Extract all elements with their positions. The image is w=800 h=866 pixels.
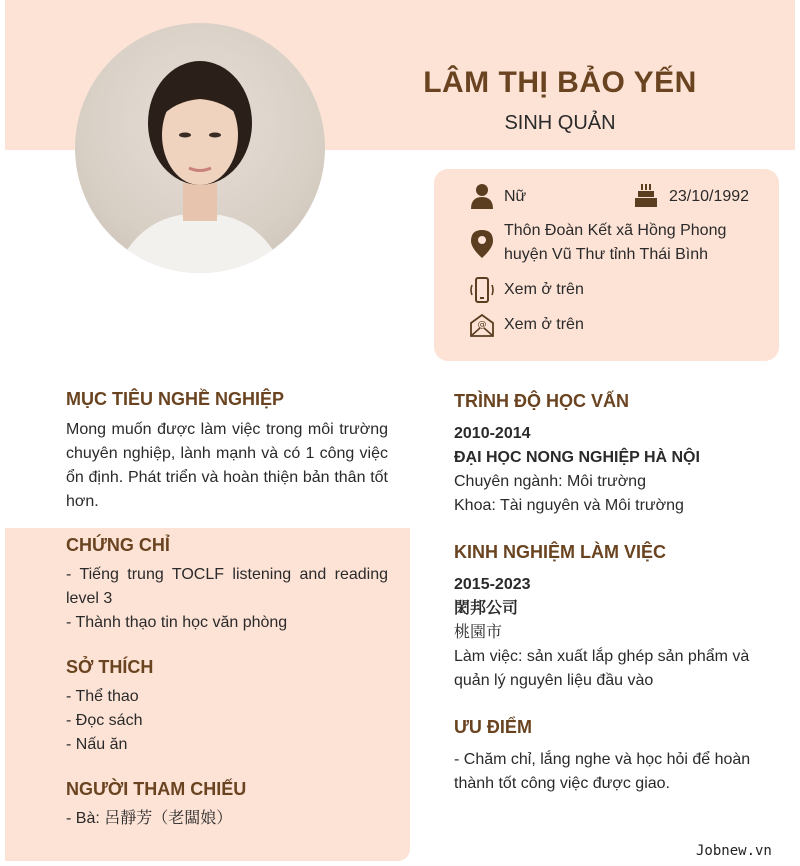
candidate-name: LÂM THỊ BẢO YẾN xyxy=(423,66,697,99)
objective-text: Mong muốn được làm việc trong môi trường chuyên nghiệp, lành mạnh và có 1 công việc ổn định. Phát triển và hoàn thiện bản thân tốt hơn. xyxy=(66,421,388,510)
certificate-item: - Tiếng trung TOCLF listening and reading level 3 xyxy=(66,566,388,607)
hobby-item: - Nấu ăn xyxy=(66,736,128,753)
email-value: Xem ở trên xyxy=(504,316,584,333)
email-icon xyxy=(469,312,495,343)
certificate-item: - Thành thạo tin học văn phòng xyxy=(66,614,288,631)
education-period: 2010-2014 xyxy=(454,425,531,442)
phone-value: Xem ở trên xyxy=(504,281,584,298)
hobby-item: - Thể thao xyxy=(66,688,139,705)
experience-title: KINH NGHIỆM LÀM VIỆC xyxy=(454,542,667,562)
candidate-position: SINH QUẢN xyxy=(504,112,616,134)
hobby-item: - Đọc sách xyxy=(66,712,143,729)
experience-company: 閎邦公司 xyxy=(454,600,519,617)
birthday-cake-icon xyxy=(634,184,658,213)
location-pin-icon xyxy=(471,230,493,263)
education-title: TRÌNH ĐỘ HỌC VẤN xyxy=(454,391,629,411)
hobbies-title: SỞ THÍCH xyxy=(66,657,154,677)
profile-photo xyxy=(75,23,325,273)
address-line-2: huyện Vũ Thư tỉnh Thái Bình xyxy=(504,246,709,263)
address-line-1: Thôn Đoàn Kết xã Hồng Phong xyxy=(504,222,727,239)
strengths-title: ƯU ĐIỂM xyxy=(454,717,532,737)
experience-description: Làm việc: sản xuất lắp ghép sản phẩm và quản lý nguyên liệu đầu vào xyxy=(454,648,750,689)
references-title: NGƯỜI THAM CHIẾU xyxy=(66,779,247,799)
education-school: ĐẠI HỌC NONG NGHIỆP HÀ NỘI xyxy=(454,449,700,466)
user-icon xyxy=(469,183,495,214)
gender-value: Nữ xyxy=(504,188,527,205)
certificates-title: CHỨNG CHỈ xyxy=(66,535,170,555)
objective-title: MỤC TIÊU NGHỀ NGHIỆP xyxy=(66,389,285,409)
strengths-text: - Chăm chỉ, lắng nghe và học hỏi để hoàn thành tốt công việc được giao. xyxy=(454,751,751,792)
experience-location: 桃園市 xyxy=(454,624,503,641)
birthday-value: 23/10/1992 xyxy=(669,188,750,205)
phone-icon xyxy=(468,277,496,308)
education-faculty: Khoa: Tài nguyên và Môi trường xyxy=(454,497,684,514)
brand-watermark: Jobnew.vn xyxy=(696,843,772,859)
education-major: Chuyên ngành: Môi trường xyxy=(454,473,646,490)
reference-item: - Bà: 呂靜芳（老闆娘） xyxy=(66,810,233,827)
svg-text:@: @ xyxy=(477,320,487,330)
experience-period: 2015-2023 xyxy=(454,576,531,593)
